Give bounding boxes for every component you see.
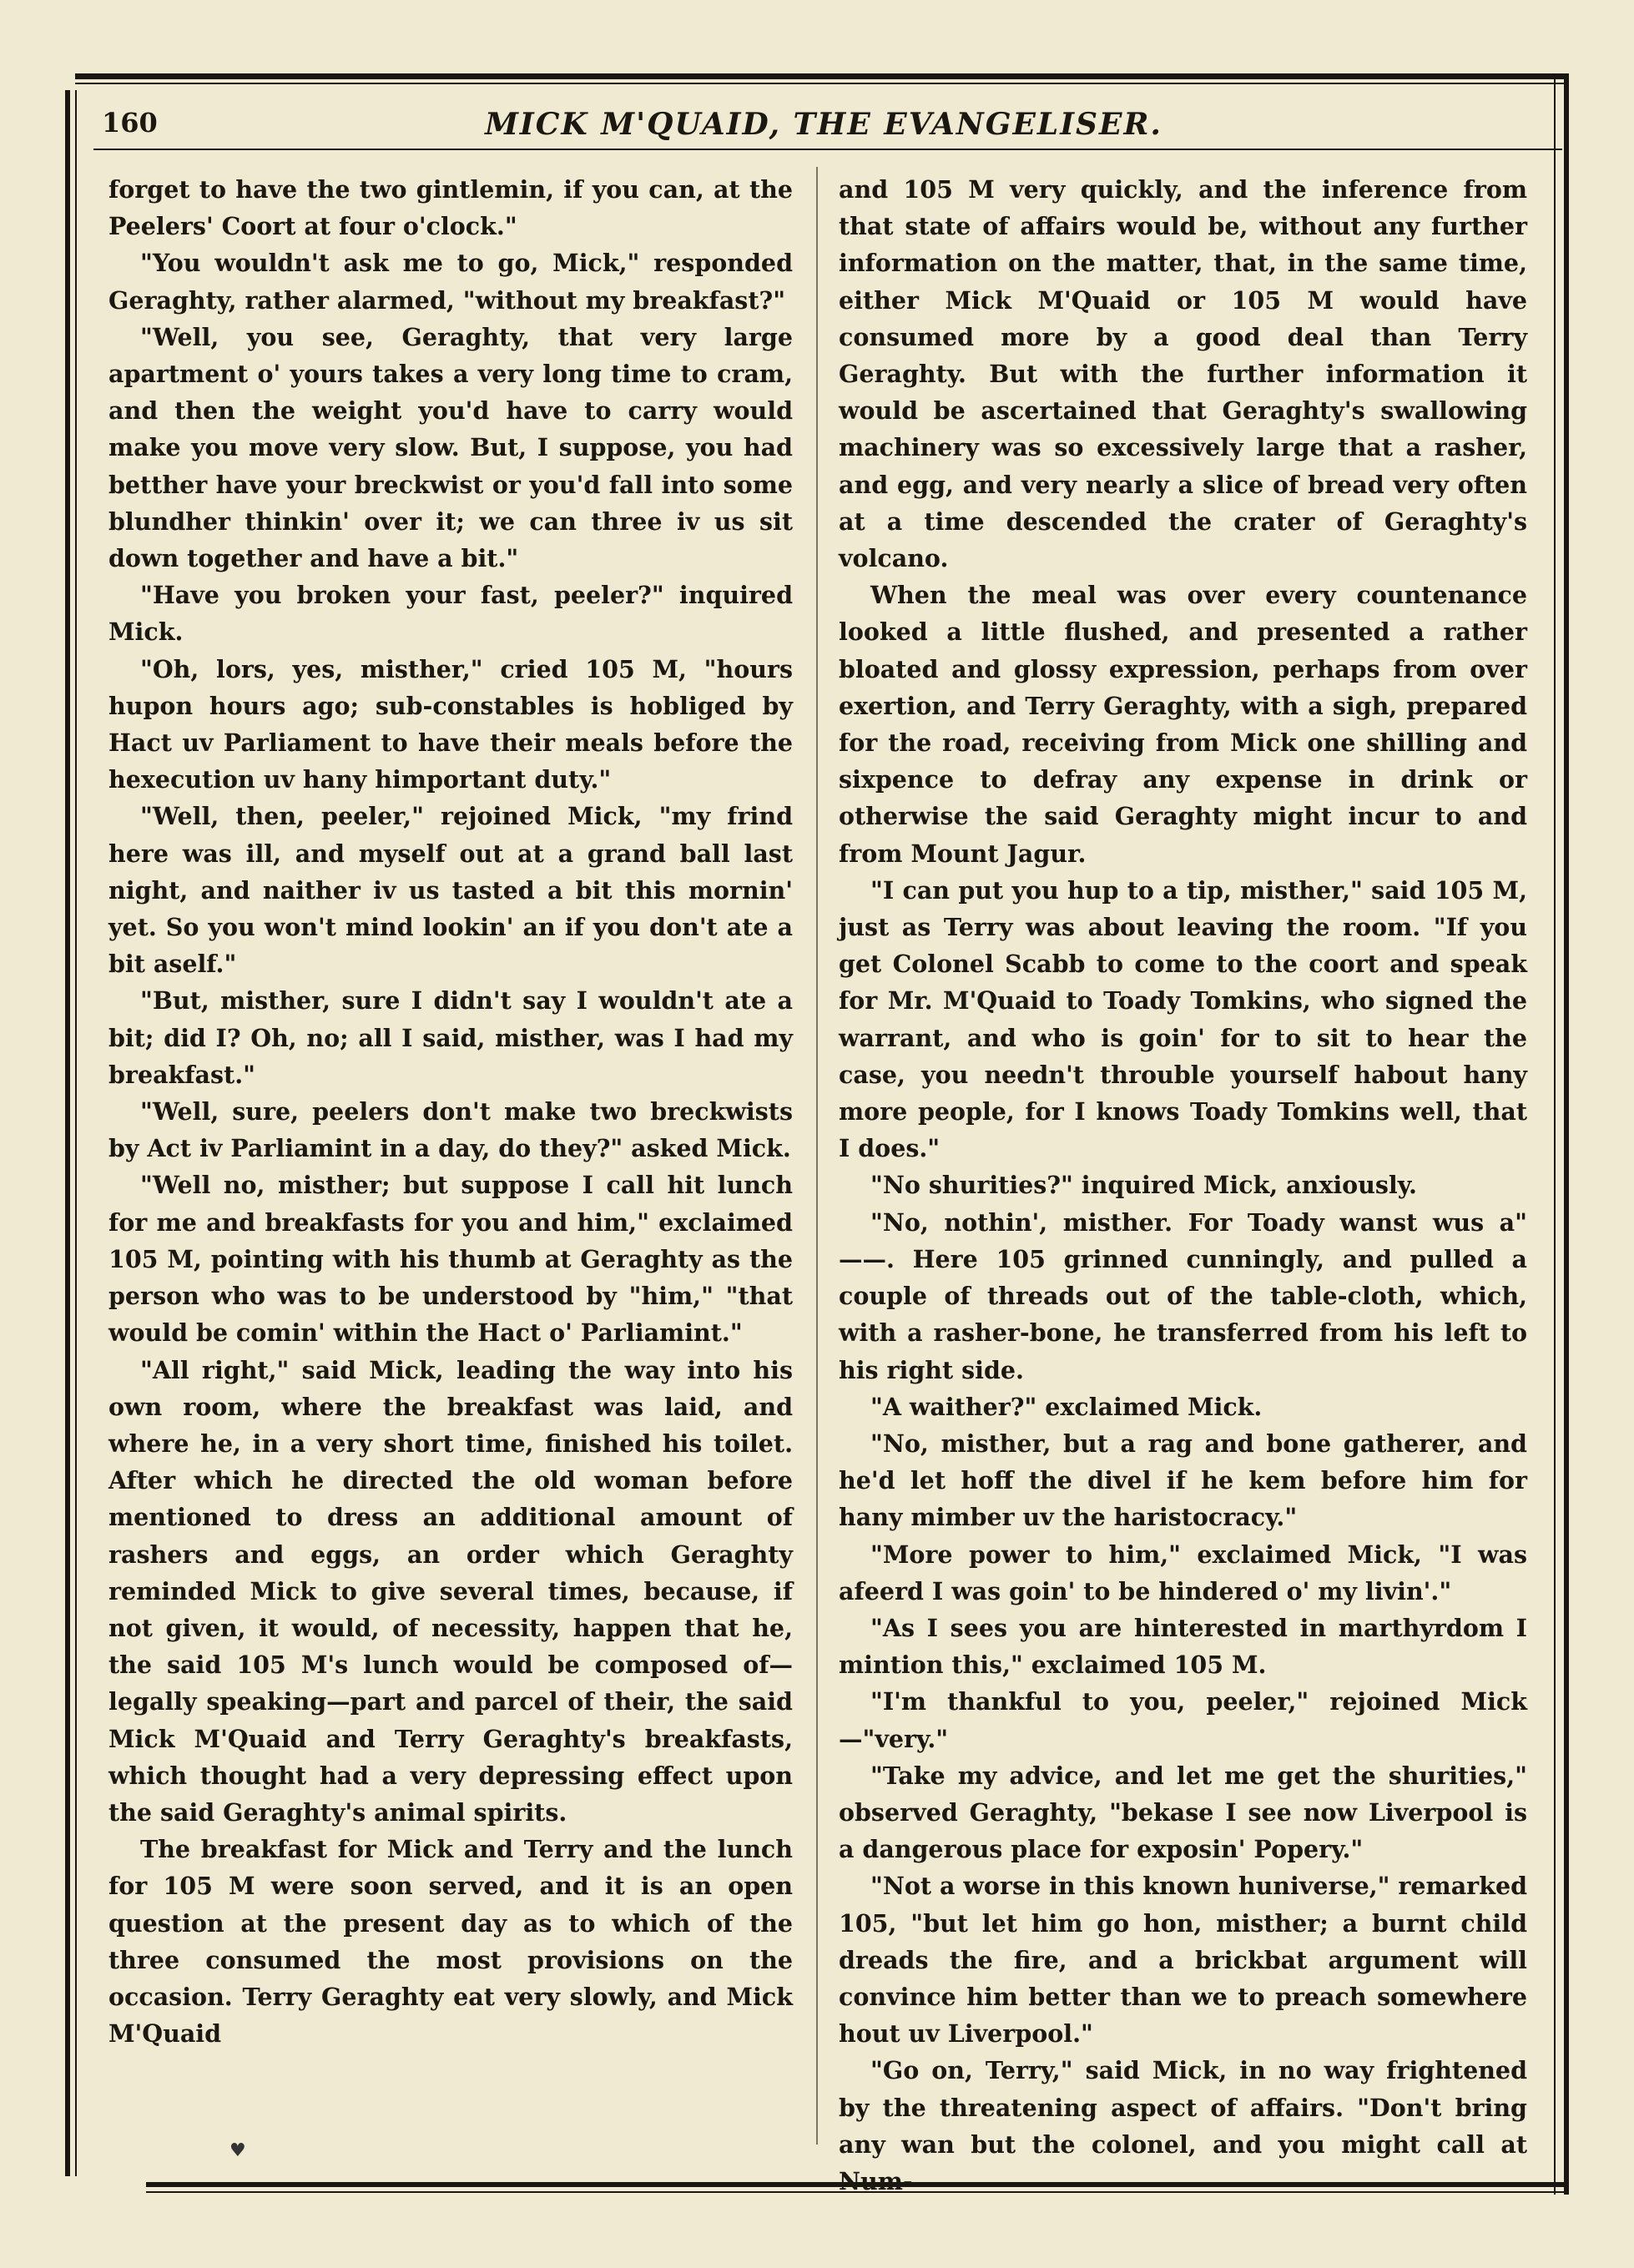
paragraph: "Oh, lors, yes, misther," cried 105 M, "hours hupon hours ago; sub-constables is hobliged by Hact uv Parliament to have their meals before the hexecution uv hany himportant duty." bbox=[108, 654, 793, 794]
top-double-rule bbox=[75, 73, 1569, 79]
paragraph: "Go on, Terry," said Mick, in no way frightened by the threatening aspect of affairs. "Don't bring any wan but the colonel, and you might call at Num- bbox=[839, 2056, 1527, 2195]
page-number: 160 bbox=[102, 107, 158, 139]
paragraph: "Well, then, peeler," rejoined Mick, "my frind here was ill, and myself out at a grand ball last night, and naither iv us tasted a bit this mornin' yet. So you won't mind lookin' an if you don't ate a bit aself." bbox=[108, 802, 793, 979]
paragraph: "A waither?" exclaimed Mick. bbox=[870, 1392, 1263, 1421]
right-border-thin-rule bbox=[1554, 75, 1556, 2195]
right-text-column bbox=[839, 171, 1527, 2200]
right-border-rule bbox=[1564, 75, 1569, 2195]
paragraph: When the meal was over every countenance looked a little flushed, and presented a rather bloated and glossy expression, perhaps from over exertion, and Terry Geraghty, with a sigh, prepared for the road, receiving from Mick one shilling and sixpence to defray any expense in drink or otherwise the said Geraghty might incur to and from Mount Jagur. bbox=[839, 581, 1527, 868]
left-border-thin-rule bbox=[75, 90, 77, 2176]
paragraph: The breakfast for Mick and Terry and the lunch for 105 M were soon served, and it is an open question at the present day as to which of the three consumed the most provisions on the occasion. Terry Geraghty eat very slowly, and Mick M'Quaid bbox=[108, 1835, 793, 2049]
paragraph: "All right," said Mick, leading the way into his own room, where the breakfast was laid, and where he, in a very short time, finished his toilet. After which he directed the old woman before mentioned to dress an additional amount of rashers and eggs, an order which Geraghty reminded Mick to give several times, because, if not given, it would, of necessity, happen that he, the said 105 M's lunch would be composed of—legally speaking—part and parcel of their, the said Mick M'Quaid and Terry Geraghty's breakfasts, which thought had a very depressing effect upon the said Geraghty's animal spirits. bbox=[108, 1355, 793, 1827]
top-thin-rule bbox=[75, 83, 1569, 84]
paragraph: "As I sees you are hinterested in marthyrdom I mintion this," exclaimed 105 M. bbox=[839, 1613, 1527, 1680]
paragraph: "I'm thankful to you, peeler," rejoined Mick—"very." bbox=[839, 1687, 1527, 1753]
header-underline bbox=[93, 149, 1562, 150]
left-border-rule bbox=[65, 90, 70, 2176]
paragraph: and 105 M very quickly, and the inference from that state of affairs would be, without any further information on the matter, that, in the same time, either Mick M'Quaid or 105 M would have consumed more by a good deal than Terry Geraghty. But with the further information it would be ascertained that Geraghty's swallowing machinery was so excessively large that a rasher, and egg, and very nearly a slice of bread very often at a time descended the crater of Geraghty's volcano. bbox=[839, 175, 1527, 573]
running-header bbox=[93, 107, 1554, 140]
paragraph: "Well, sure, peelers don't make two breckwists by Act iv Parliamint in a day, do they?" asked Mick. bbox=[108, 1097, 793, 1163]
paragraph: "Well, you see, Geraghty, that very large apartment o' yours takes a very long time to cram, and then the weight you'd have to carry would make you move very slow. But, I suppose, you had betther have your breckwist or you'd fall into some blundher thinkin' over it; we can three iv us sit down together and have a bit." bbox=[108, 322, 793, 573]
left-text-column bbox=[108, 171, 793, 2052]
paragraph: "Have you broken your fast, peeler?" inquired Mick. bbox=[108, 581, 793, 647]
paragraph: "More power to him," exclaimed Mick, "I was afeerd I was goin' to be hindered o' my livin'." bbox=[839, 1540, 1527, 1605]
paragraph: "Not a worse in this known huniverse," remarked 105, "but let him go hon, misther; a burnt child dreads the fire, and a brickbat argument will convince him better than we to preach somewhere hout uv Liverpool." bbox=[839, 1872, 1528, 2049]
running-title: MICK M'QUAID, THE EVANGELISER. bbox=[485, 107, 1162, 142]
paragraph: "No, misther, but a rag and bone gatherer, and he'd let hoff the divel if he kem before him for hany mimber uv the haristocracy." bbox=[839, 1429, 1527, 1532]
printer-mark-icon: ♥ bbox=[229, 2140, 246, 2161]
column-divider bbox=[816, 167, 818, 2145]
paragraph: forget to have the two gintlemin, if you can, at the Peelers' Coort at four o'clock." bbox=[108, 175, 793, 241]
paragraph: "No, nothin', misther. For Toady wanst wus a" ——. Here 105 grinned cunningly, and pulled a couple of threads out of the table-cloth, which, with a rasher-bone, he transferred from his left to his right side. bbox=[839, 1207, 1527, 1384]
paragraph: "Take my advice, and let me get the shurities," observed Geraghty, "bekase I see now Liverpool is a dangerous place for exposin' Popery." bbox=[839, 1761, 1527, 1864]
paragraph: "No shurities?" inquired Mick, anxiously. bbox=[870, 1171, 1417, 1200]
paragraph: "Well no, misther; but suppose I call hit lunch for me and breakfasts for you and him," exclaimed 105 M, pointing with his thumb at Geraghty as the person who was to be understood by "him," "that would be comin' within the Hact o' Parliamint." bbox=[108, 1171, 793, 1348]
paragraph: "But, misther, sure I didn't say I wouldn't ate a bit; did I? Oh, no; all I said, misther, was I had my breakfast." bbox=[108, 986, 793, 1089]
paragraph: "I can put you hup to a tip, misther," said 105 M, just as Terry was about leaving the room. "If you get Colonel Scabb to come to the coort and speak for Mr. M'Quaid to Toady Tomkins, who signed the warrant, and who is goin' for to sit to hear the case, you needn't throuble yourself habout hany more people, for I knows Toady Tomkins well, that I does." bbox=[839, 875, 1527, 1163]
paragraph: "You wouldn't ask me to go, Mick," responded Geraghty, rather alarmed, "without my breakfast?" bbox=[108, 249, 793, 315]
